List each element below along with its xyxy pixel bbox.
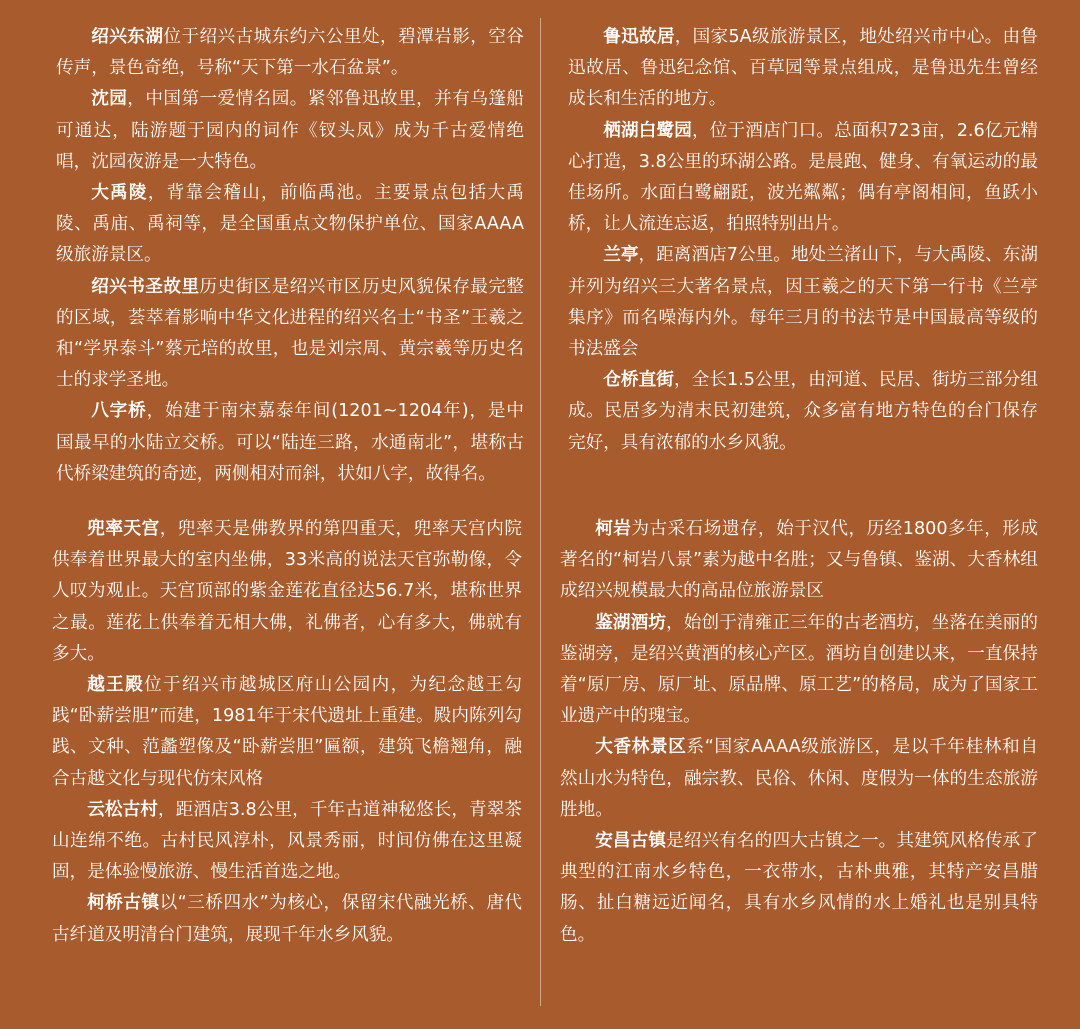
attraction-description: 位于绍兴古城东约六公里处，碧潭岩影，空谷传声，景色奇绝，号称“天下第一水石盆景”。	[56, 27, 524, 79]
attraction-name: 安昌古镇	[595, 831, 667, 852]
attraction-entry	[56, 22, 524, 84]
attraction-entry	[568, 240, 1038, 365]
attraction-description: ，兜率天是佛教界的第四重天，兜率天宫内院供奉着世界最大的室内坐佛，33米高的说法天官弥勒像，令人叹为观止。天宫顶部的紫金莲花直径达56.7米，堪称世界之最。莲花上供奉着无相大佛，礼佛者，心有多大，佛就有多大。	[52, 519, 522, 664]
attraction-name: 柯岩	[595, 519, 632, 539]
attraction-entry	[52, 888, 522, 950]
attraction-entry	[52, 670, 522, 795]
attraction-entry	[56, 396, 524, 490]
attraction-name: 兰亭	[603, 245, 639, 266]
attraction-description: ，距离酒店7公里。地处兰渚山下，与大禹陵、东湖并列为绍兴三大著名景点，因王羲之的天下第一行书《兰亭集序》而名噪海内外。每年三月的书法节是中国最高等级的书法盛会	[568, 245, 1038, 360]
attraction-description: 系“国家AAAA级旅游区，是以千年桂林和自然山水为特色，融宗教、民俗、休闲、度假为一体的生态旅游胜地。	[560, 737, 1038, 820]
attraction-description: 为古采石场遗存，始于汉代，历经1800多年，形成著名的“柯岩八景”素为越中名胜；又与鲁镇、鉴湖、大香林组成绍兴规模最大的高品位旅游景区	[560, 519, 1038, 602]
attraction-entry	[560, 608, 1038, 733]
attraction-name: 大香林景区	[595, 737, 687, 758]
attraction-entry	[560, 732, 1038, 826]
attraction-description: ，始建于南宋嘉泰年间(1201~1204年)，是中国最早的水陆立交桥。可以“陆连三路，水通南北”，堪称古代桥梁建筑的奇迹，两侧相对而斜，状如八字，故得名。	[56, 401, 524, 484]
attraction-name: 越王殿	[87, 675, 145, 696]
attraction-name: 兜率天宫	[87, 519, 160, 539]
attraction-entry	[560, 826, 1038, 951]
attraction-description: 以“三桥四水”为核心，保留宋代融光桥、唐代古纤道及明清台门建筑，展现千年水乡风貌。	[52, 893, 522, 945]
attraction-name: 沈园	[91, 89, 128, 110]
attraction-entry	[560, 514, 1038, 608]
attraction-name: 鉴湖酒坊	[595, 612, 667, 633]
attraction-description: ，距酒店3.8公里，千年古道神秘悠长，青翠茶山连绵不绝。古村民风淳朴，风景秀丽，时间仿佛在这里凝固，是体验慢旅游、慢生活首选之地。	[52, 799, 522, 883]
section-top-left	[56, 22, 524, 490]
column-divider	[540, 18, 541, 1006]
attraction-description: ，背靠会稽山，前临禹池。主要景点包括大禹陵、禹庙、禹祠等，是全国重点文物保护单位、国家AAAA级旅游景区。	[56, 183, 524, 266]
attraction-description: ，中国第一爱情名园。紧邻鲁迅故里，并有乌篷船可通达，陆游题于园内的词作《钗头凤》成为千古爱情绝唱，沈园夜游是一大特色。	[56, 89, 524, 172]
attraction-description: 历史街区是绍兴市区历史风貌保存最完整的区域，荟萃着影响中华文化进程的绍兴名士“书圣”王羲之和“学界泰斗”蔡元培的故里，也是刘宗周、黄宗羲等历史名士的求学圣地。	[56, 276, 524, 391]
attraction-name: 仓桥直街	[603, 370, 674, 391]
attraction-entry	[56, 84, 524, 178]
attraction-description: ，国家5A级旅游景区，地处绍兴市中心。由鲁迅故居、鲁迅纪念馆、百草园等景点组成，是鲁迅先生曾经成长和生活的地方。	[568, 27, 1038, 110]
attraction-name: 云松古村	[87, 799, 158, 820]
section-bottom-left	[52, 514, 522, 951]
section-top-right	[568, 22, 1038, 459]
attraction-description: ，全长1.5公里，由河道、民居、街坊三部分组成。民居多为清末民初建筑，众多富有地方特色的台门保存完好，具有浓郁的水乡风貌。	[568, 370, 1038, 453]
attraction-description: ，位于酒店门口。总面积723亩，2.6亿元精心打造，3.8公里的环湖公路。是晨跑、健身、有氧运动的最佳场所。水面白鹭翩跹，波光粼粼；偶有亭阁相间，鱼跃小桥，让人流连忘返，拍照特别出片。	[568, 120, 1038, 235]
attraction-entry	[568, 116, 1038, 241]
attraction-name: 绍兴东湖	[91, 27, 164, 47]
attraction-description: ，始创于清雍正三年的古老酒坊，坐落在美丽的鉴湖旁，是绍兴黄酒的核心产区。酒坊自创建以来，一直保持着“原厂房、原厂址、原品牌、原工艺”的格局，成为了国家工业遗产中的瑰宝。	[560, 612, 1038, 727]
attraction-name: 鲁迅故居	[603, 27, 675, 47]
attraction-entry	[568, 22, 1038, 116]
attraction-entry	[52, 514, 522, 670]
attraction-entry	[52, 795, 522, 889]
attraction-entry	[56, 272, 524, 397]
attraction-name: 绍兴书圣故里	[91, 276, 200, 297]
attraction-name: 栖湖白鹭园	[603, 120, 693, 141]
attraction-entry	[56, 178, 524, 272]
section-bottom-right	[560, 514, 1038, 951]
attraction-description: 位于绍兴市越城区府山公园内，为纪念越王勾践“卧薪尝胆”而建，1981年于宋代遗址上重建。殿内陈列勾践、文种、范蠡塑像及“卧薪尝胆”匾额，建筑飞檐翘角，融合古越文化与现代仿宋风格	[52, 675, 522, 789]
attraction-name: 柯桥古镇	[87, 893, 160, 914]
attraction-entry	[568, 365, 1038, 459]
attraction-name: 八字桥	[91, 401, 147, 422]
attraction-name: 大禹陵	[91, 183, 148, 204]
attraction-description: 是绍兴有名的四大古镇之一。其建筑风格传承了典型的江南水乡特色，一衣带水，古朴典雅，其特产安昌腊肠、扯白糖远近闻名，具有水乡风情的水上婚礼也是别具特色。	[560, 831, 1038, 945]
